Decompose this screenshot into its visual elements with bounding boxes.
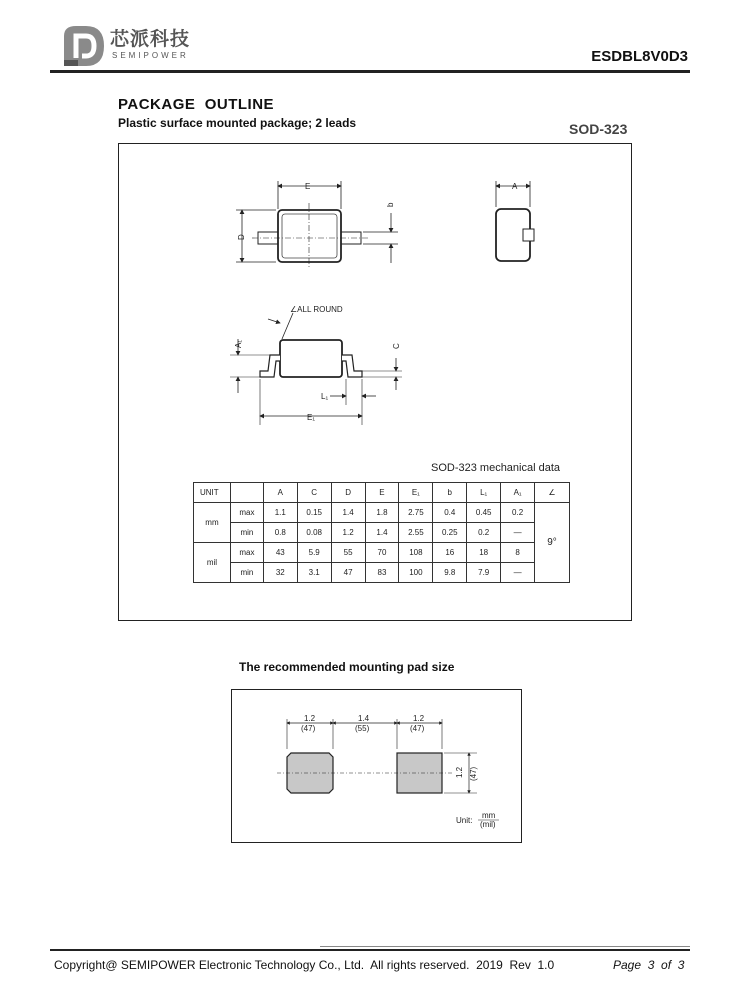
dim-label-l1: L₁ [321, 392, 329, 401]
value-cell: 32 [263, 563, 297, 583]
value-cell: 16 [433, 543, 467, 563]
header-cell [230, 483, 263, 503]
company-logo [60, 22, 210, 70]
pad-dim-right-mil: (47) [410, 724, 425, 733]
pad-dim-left-mil: (47) [301, 724, 316, 733]
dim-label-d: D [237, 234, 246, 240]
limit-cell: max [230, 543, 263, 563]
top-view [236, 181, 398, 269]
table-row [194, 523, 570, 543]
value-cell: 1.2 [331, 523, 365, 543]
mechanical-data-table [193, 482, 570, 583]
pad-dim-mid-mm: 1.4 [358, 714, 370, 723]
mounting-pad-title: The recommended mounting pad size [239, 660, 455, 674]
pad-dim-left-mm: 1.2 [304, 714, 316, 723]
table-row [194, 503, 570, 523]
value-cell: 9.8 [433, 563, 467, 583]
limit-cell: max [230, 503, 263, 523]
header-cell: E₁ [399, 483, 433, 503]
value-cell: 7.9 [467, 563, 501, 583]
front-view [230, 305, 402, 425]
semipower-logo-icon [60, 22, 108, 70]
value-cell: 0.08 [297, 523, 331, 543]
value-cell: 1.8 [365, 503, 399, 523]
part-number: ESDBL8V0D3 [591, 48, 688, 65]
header-cell: b [433, 483, 467, 503]
company-name-cn: 芯派科技 [110, 28, 191, 50]
header-cell: C [297, 483, 331, 503]
value-cell: 108 [399, 543, 433, 563]
package-outline-drawing [118, 143, 632, 473]
header-cell: UNIT [194, 483, 231, 503]
value-cell: 1.4 [365, 523, 399, 543]
table-header-row [194, 483, 570, 503]
value-cell: 0.8 [263, 523, 297, 543]
pad-dim-right-mm: 1.2 [413, 714, 425, 723]
mounting-pad-drawing [231, 689, 522, 843]
value-cell: 43 [263, 543, 297, 563]
pad-dim-height-mil: (47) [469, 766, 478, 781]
package-code: SOD-323 [569, 121, 628, 137]
value-cell: 0.2 [467, 523, 501, 543]
value-cell: 83 [365, 563, 399, 583]
value-cell: 0.15 [297, 503, 331, 523]
header-cell: A [263, 483, 297, 503]
value-cell: 47 [331, 563, 365, 583]
value-cell: 5.9 [297, 543, 331, 563]
page-number: Page 3 of 3 [613, 958, 685, 972]
note-all-round: ∠ALL ROUND [290, 305, 343, 314]
value-cell: 0.4 [433, 503, 467, 523]
dim-label-a: A [512, 182, 518, 191]
header-cell: A₁ [501, 483, 535, 503]
table-caption: SOD-323 mechanical data [431, 462, 561, 474]
company-name-en: SEMIPOWER [112, 51, 189, 60]
unit-mil: (mil) [480, 820, 496, 829]
value-cell: 2.55 [399, 523, 433, 543]
value-cell: 3.1 [297, 563, 331, 583]
pad-dim-mid-mil: (55) [355, 724, 370, 733]
value-cell: 70 [365, 543, 399, 563]
value-cell: 100 [399, 563, 433, 583]
dim-label-a1: A₁ [234, 339, 243, 348]
side-view [496, 181, 534, 261]
unit-label: Unit: [456, 816, 473, 825]
header-cell: D [331, 483, 365, 503]
unit-mm: mm [482, 811, 496, 820]
value-cell: — [501, 523, 535, 543]
value-cell: 0.45 [467, 503, 501, 523]
dim-label-e1: E₁ [307, 413, 316, 422]
header-cell: E [365, 483, 399, 503]
angle-cell: 9° [535, 503, 570, 583]
footer-divider [50, 949, 690, 951]
value-cell: — [501, 563, 535, 583]
unit-cell-mm: mm [194, 503, 231, 543]
value-cell: 8 [501, 543, 535, 563]
value-cell: 1.1 [263, 503, 297, 523]
value-cell: 2.75 [399, 503, 433, 523]
table-row [194, 543, 570, 563]
header-cell: L₁ [467, 483, 501, 503]
value-cell: 0.2 [501, 503, 535, 523]
copyright-text: Copyright@ SEMIPOWER Electronic Technology Co., Ltd. All rights reserved. 2019 Rev 1.0 [54, 958, 555, 972]
unit-cell-mil: mil [194, 543, 231, 583]
section-subtitle: Plastic surface mounted package; 2 leads [118, 116, 357, 130]
limit-cell: min [230, 563, 263, 583]
value-cell: 55 [331, 543, 365, 563]
section-title: PACKAGE OUTLINE [118, 96, 275, 113]
header-cell: ∠ [535, 483, 570, 503]
value-cell: 18 [467, 543, 501, 563]
value-cell: 1.4 [331, 503, 365, 523]
value-cell: 0.25 [433, 523, 467, 543]
pad-dim-height-mm: 1.2 [455, 766, 464, 778]
dim-label-b: b [386, 202, 395, 207]
dim-label-e: E [305, 182, 311, 191]
limit-cell: min [230, 523, 263, 543]
header-divider [50, 70, 690, 73]
footer-divider-thin [320, 946, 690, 947]
table-row [194, 563, 570, 583]
dim-label-c: C [392, 343, 401, 349]
